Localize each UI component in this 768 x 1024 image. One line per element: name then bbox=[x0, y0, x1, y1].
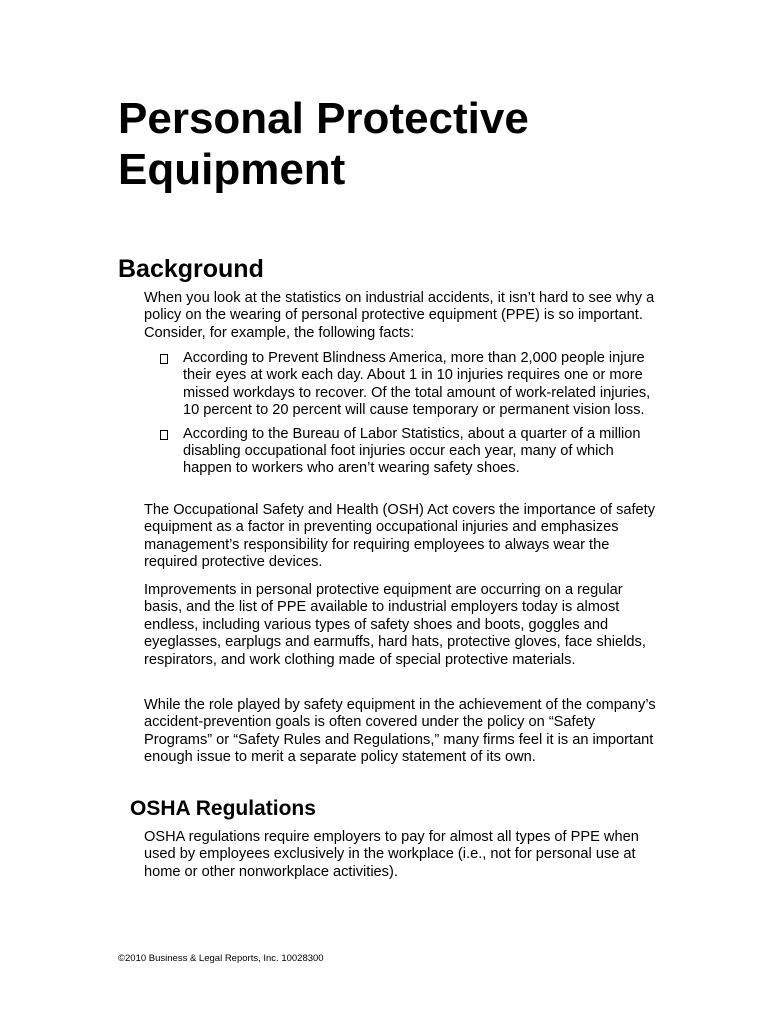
osh-act-block bbox=[144, 502, 664, 572]
body-paragraph: Improvements in personal protective equipment are occurring on a regular basis, and the list of PPE available to industrial employers today is almost endless, including various types of safety shoes and boots, goggles and eyeglasses, earplugs and earmuffs, hard hats, protective gloves, face shields, respirators, and work clothing made of special protective materials. bbox=[144, 582, 646, 668]
bullet-box-icon bbox=[160, 354, 168, 364]
body-paragraph: OSHA regulations require employers to pay for almost all types of PPE when used by employees exclusively in the workplace (i.e., not for personal use at home or other nonworkplace activities). bbox=[144, 829, 639, 880]
list-item bbox=[158, 426, 658, 478]
page-footer: ©2010 Business & Legal Reports, Inc. 10028300 bbox=[118, 953, 324, 964]
list-item bbox=[158, 350, 658, 420]
bullet-text: According to the Bureau of Labor Statistics, about a quarter of a million disabling occupational foot injuries occur each year, many of which happen to workers who aren’t wearing safety shoes. bbox=[183, 425, 641, 477]
document-title: Personal Protective Equipment bbox=[118, 94, 529, 194]
section-heading-background: Background bbox=[118, 255, 264, 283]
safety-role-block bbox=[144, 697, 664, 767]
ppe-improvements-block bbox=[144, 582, 664, 669]
background-intro bbox=[144, 290, 664, 342]
facts-bullet-list bbox=[158, 350, 658, 484]
osha-block bbox=[144, 829, 664, 881]
bullet-text: According to Prevent Blindness America, more than 2,000 people injure their eyes at work each day. About 1 in 10 injuries requires one or more missed workdays to recover. Of the total amount of work-related injuries, 10 percent to 20 percent will cause temporary or permanent vision loss. bbox=[183, 350, 651, 419]
body-paragraph: The Occupational Safety and Health (OSH) Act covers the importance of safety equipment as a factor in preventing occupational injuries and emphasizes management’s responsibility for requiring employees to always wear the required protective devices. bbox=[144, 502, 656, 571]
body-paragraph: While the role played by safety equipment in the achievement of the company’s accident-prevention goals is often covered under the policy on “Safety Programs” or “Safety Rules and Regulations,” many firms feel it is an important enough issue to merit a separate policy statement of its own. bbox=[144, 697, 656, 766]
intro-paragraph: When you look at the statistics on industrial accidents, it isn’t hard to see why a policy on the wearing of personal protective equipment (PPE) is so important. Consider, for example, the following facts: bbox=[144, 290, 655, 341]
bullet-box-icon bbox=[160, 430, 168, 440]
section-heading-osha: OSHA Regulations bbox=[130, 797, 316, 820]
